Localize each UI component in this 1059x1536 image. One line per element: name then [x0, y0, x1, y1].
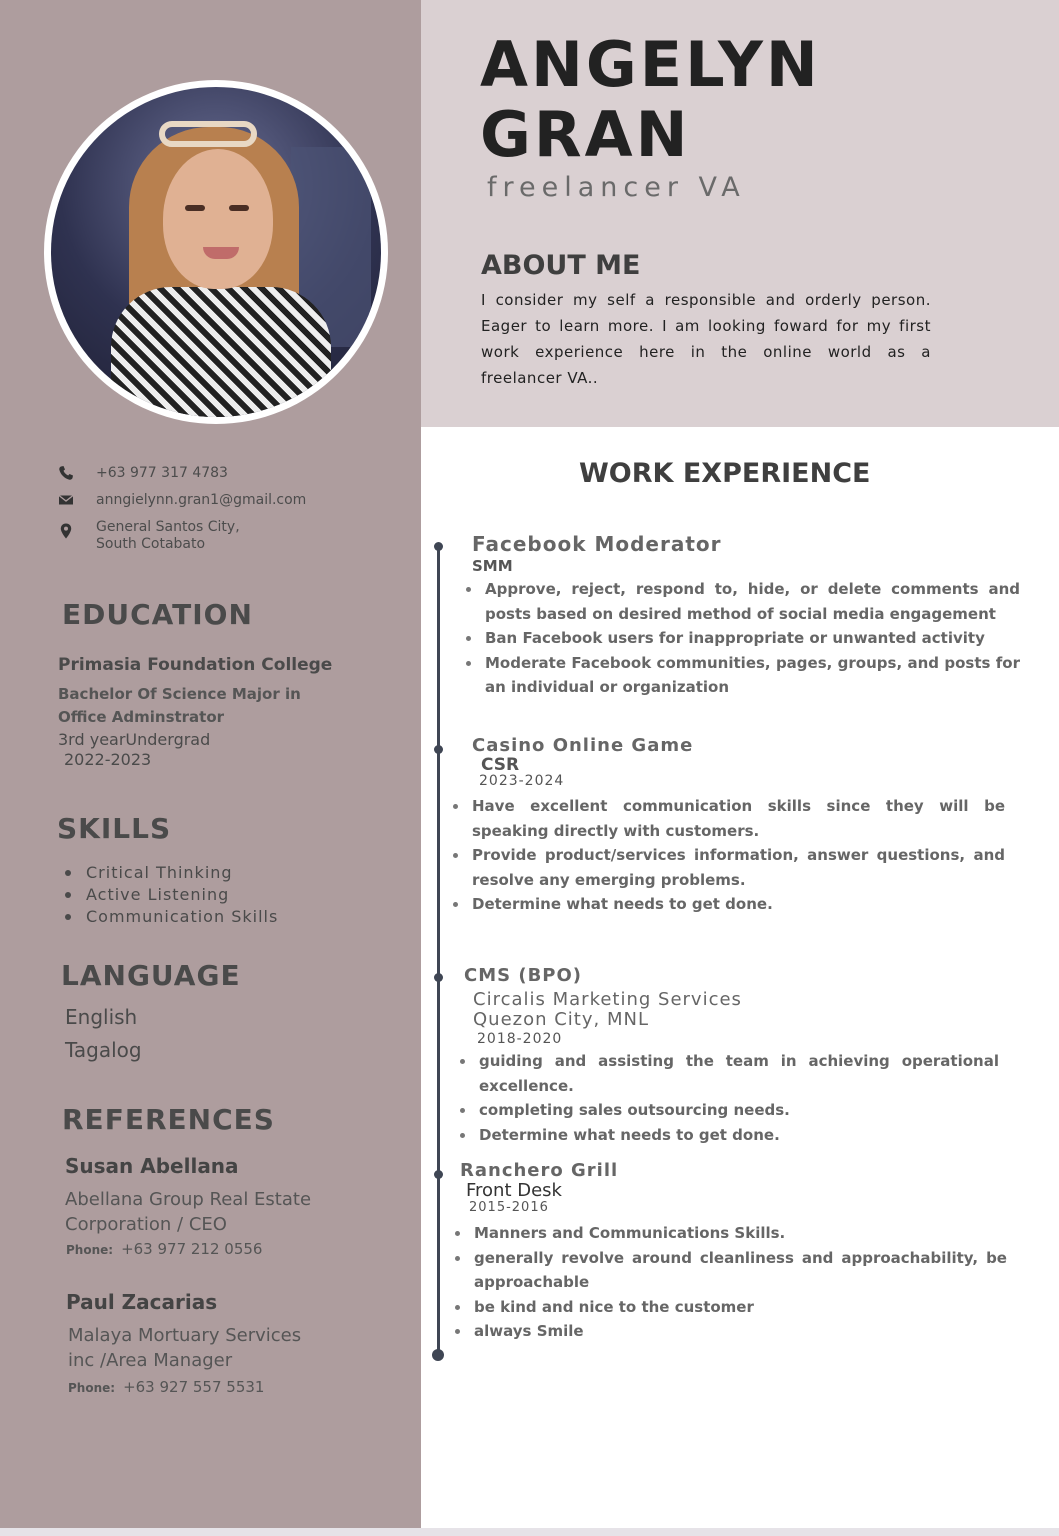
language-item: English [65, 1005, 138, 1029]
references-title: REFERENCES [62, 1103, 275, 1136]
name-first: ANGELYN [480, 28, 821, 101]
job-subtitle: Front Desk [466, 1180, 562, 1201]
job-bullet: Manners and Communications Skills. [454, 1221, 1007, 1246]
job-bullets [465, 577, 1020, 700]
name-last: GRAN [480, 98, 691, 171]
edu-college: Primasia Foundation College [58, 655, 333, 675]
skill-item: Critical Thinking [64, 862, 278, 884]
about-text: I consider my self a responsible and orderly person. Eager to learn more. I am looking foward for my first work experience here in the online world as a freelancer VA.. [481, 291, 931, 387]
address-line2: South Cotabato [96, 536, 206, 552]
profile-photo [51, 87, 381, 417]
ref-name: Paul Zacarias [66, 1290, 218, 1314]
job-bullet: Have excellent communication skills since they will be speaking directly with customers. [452, 794, 1005, 843]
full-name [480, 30, 821, 170]
location-pin-icon [58, 523, 74, 539]
job-bullet: be kind and nice to the customer [454, 1295, 1007, 1320]
job-bullet: Determine what needs to get done. [452, 892, 1005, 917]
job-subtitle: CSR [481, 755, 520, 775]
job-title: Ranchero Grill [460, 1160, 619, 1181]
job-company: Circalis Marketing Services [473, 989, 742, 1010]
language-item: Tagalog [65, 1038, 142, 1062]
job-bullet: Ban Facebook users for inappropriate or unwanted activity [465, 626, 1020, 651]
job-location: Quezon City, MNL [473, 1009, 649, 1030]
skills-title: SKILLS [57, 812, 172, 845]
job-title: Casino Online Game [472, 735, 694, 756]
job-title: Facebook Moderator [472, 532, 722, 556]
edu-degree: Bachelor Of Science Major in Office Adminstrator [58, 685, 301, 726]
job-dates: 2015-2016 [469, 1200, 549, 1215]
timeline-line [437, 546, 440, 1356]
work-experience-title: WORK EXPERIENCE [579, 458, 871, 489]
ref-phone-number: +63 977 212 0556 [121, 1240, 263, 1258]
job-bullet: Determine what needs to get done. [459, 1123, 999, 1148]
ref-phone [68, 1378, 264, 1396]
job-bullets [452, 794, 1005, 917]
job-bullets [454, 1221, 1007, 1344]
language-title: LANGUAGE [61, 959, 241, 992]
job-bullet: completing sales outsourcing needs. [459, 1098, 999, 1123]
mail-icon [58, 492, 74, 508]
job-subtitle: SMM [472, 557, 513, 575]
edu-year: 3rd yearUndergrad [58, 730, 211, 749]
timeline-dot [434, 542, 443, 551]
job-bullet: guiding and assisting the team in achieving operational excellence. [459, 1049, 999, 1098]
phone-icon [58, 465, 74, 481]
job-bullets [459, 1049, 999, 1147]
phone-text: +63 977 317 4783 [96, 465, 228, 481]
ref-phone-number: +63 927 557 5531 [123, 1378, 265, 1396]
job-dates: 2018-2020 [477, 1031, 563, 1047]
ref-phone-label: Phone: [68, 1381, 116, 1395]
skills-list [64, 862, 278, 928]
job-role: freelancer VA [487, 172, 746, 203]
ref-phone [66, 1240, 262, 1258]
ref-org: Malaya Mortuary Services inc /Area Manager [68, 1325, 302, 1371]
ref-org: Abellana Group Real Estate Corporation / CEO [65, 1189, 312, 1235]
job-bullet: Moderate Facebook communities, pages, groups, and posts for an individual or organization [465, 651, 1020, 700]
job-title: CMS (BPO) [464, 965, 583, 986]
email-text: anngielynn.gran1@gmail.com [96, 492, 307, 508]
job-dates: 2023-2024 [479, 773, 565, 789]
timeline-dot [434, 745, 443, 754]
skill-item: Communication Skills [64, 906, 278, 928]
timeline-dot [434, 973, 443, 982]
timeline-dot [432, 1349, 444, 1361]
ref-phone-label: Phone: [66, 1243, 114, 1257]
timeline-dot [434, 1170, 443, 1179]
ref-name: Susan Abellana [65, 1154, 239, 1178]
job-bullet: generally revolve around cleanliness and approachability, be approachable [454, 1246, 1007, 1295]
address-line1: General Santos City, [96, 519, 240, 535]
edu-dates: 2022-2023 [64, 750, 152, 769]
job-bullet: always Smile [454, 1319, 1007, 1344]
bottom-strip [0, 1528, 1059, 1536]
education-title: EDUCATION [62, 598, 253, 631]
skill-item: Active Listening [64, 884, 278, 906]
job-bullet: Approve, reject, respond to, hide, or delete comments and posts based on desired method of social media engagement [465, 577, 1020, 626]
about-title: ABOUT ME [481, 250, 641, 281]
job-bullet: Provide product/services information, answer questions, and resolve any emerging problems. [452, 843, 1005, 892]
